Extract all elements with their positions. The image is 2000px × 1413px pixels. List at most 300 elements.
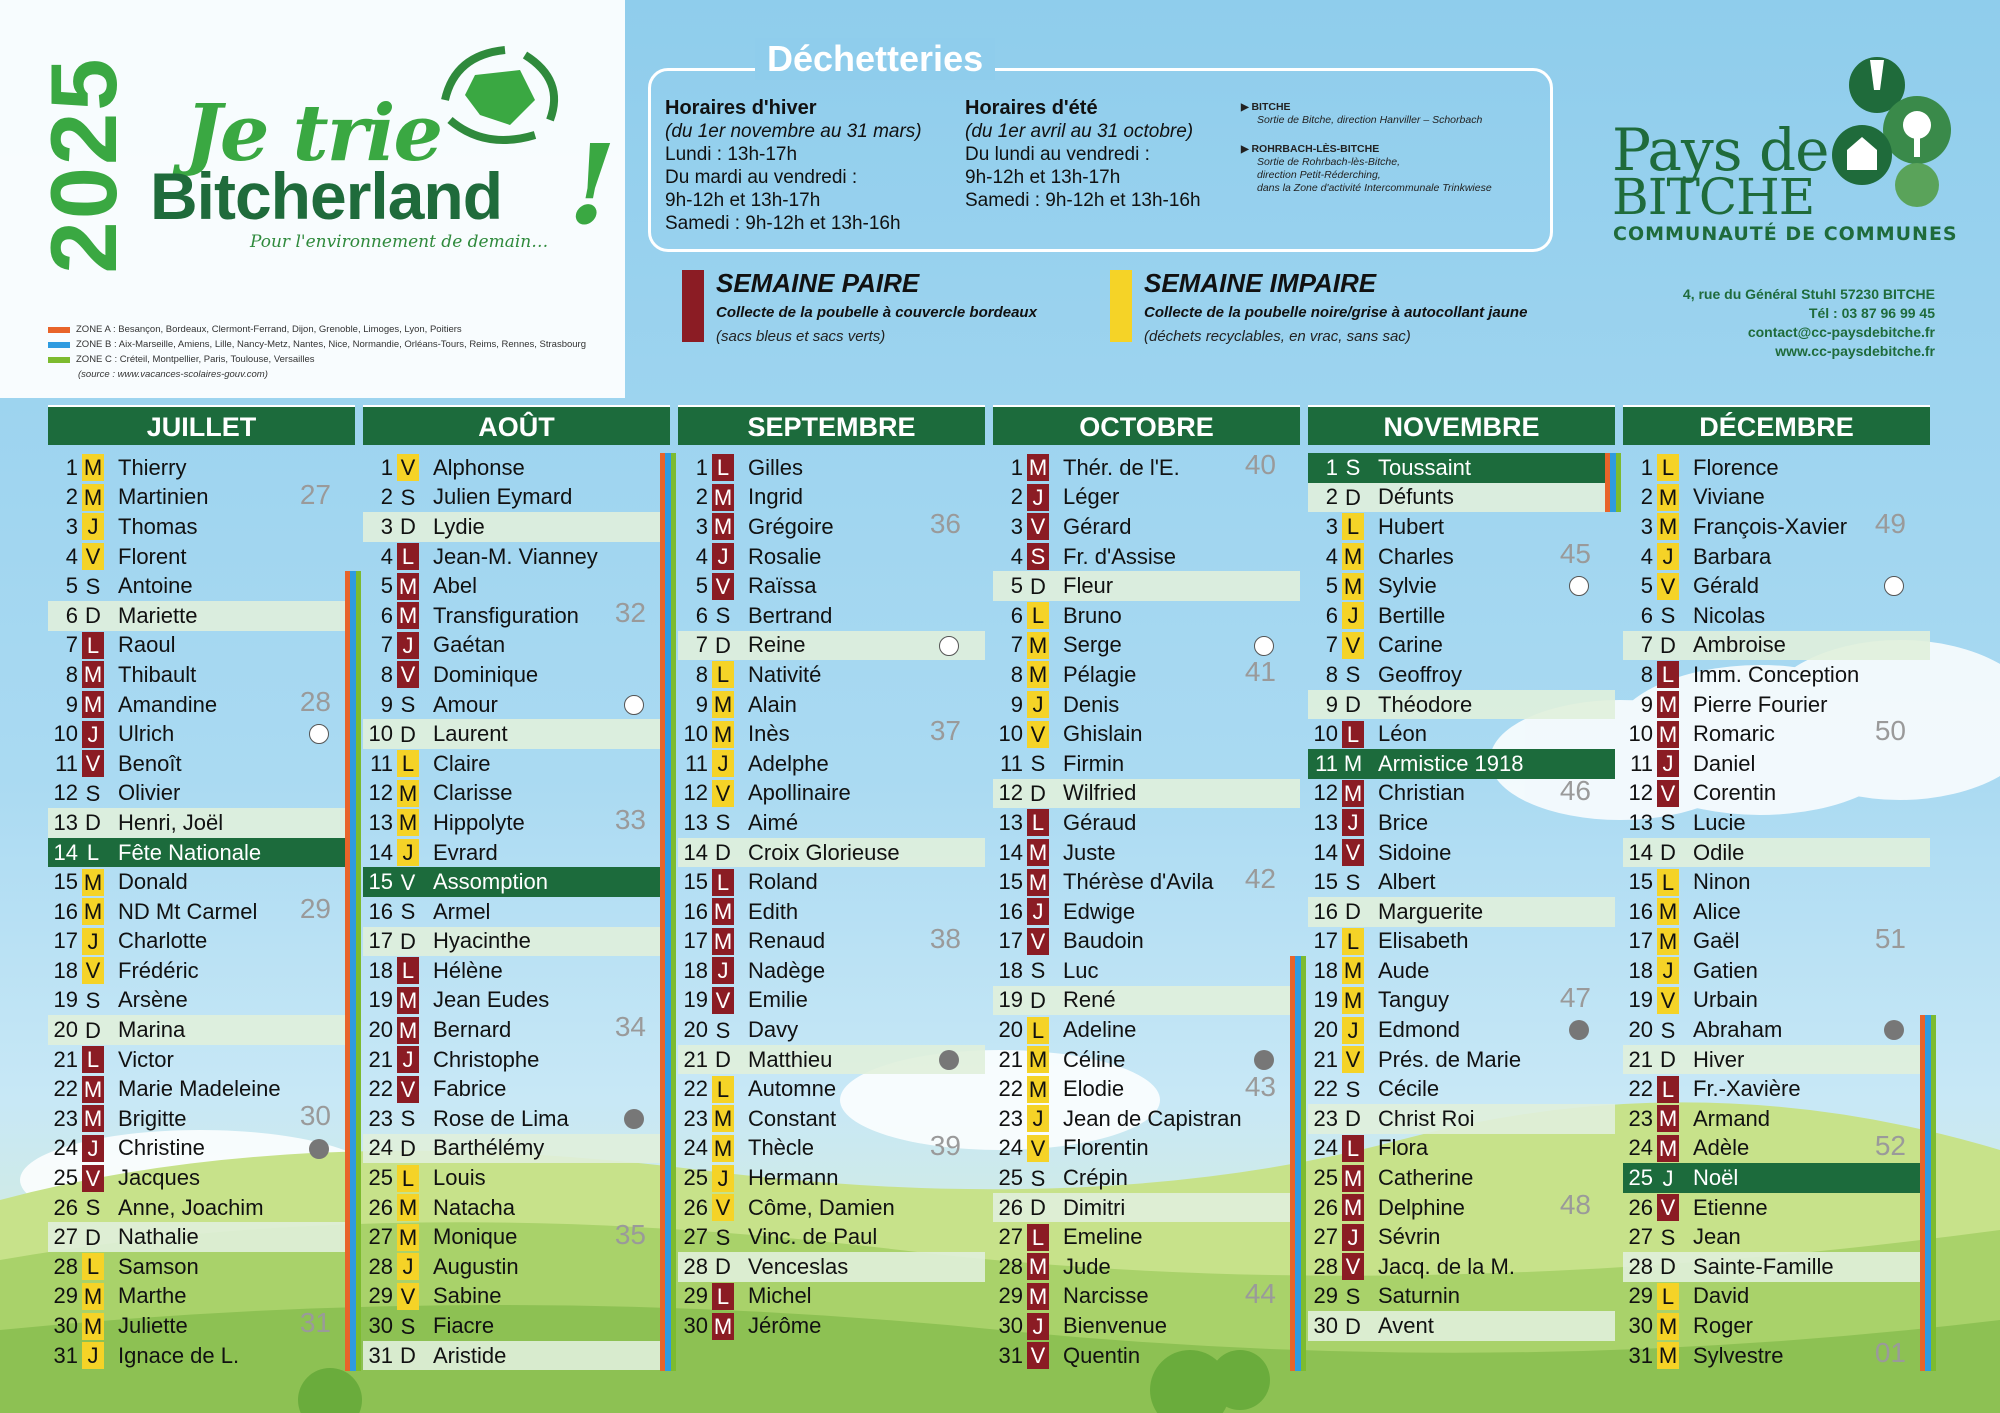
day-number: 15 (53, 869, 78, 895)
day-number: 20 (1628, 1017, 1653, 1043)
saint-name: Ingrid (748, 484, 804, 510)
day-row (1623, 601, 1930, 631)
saint-name: Gérard (1063, 513, 1132, 539)
weekday-letter: M (713, 721, 733, 747)
day-row (1623, 542, 1930, 572)
day-row (1623, 453, 1930, 483)
weekday-letter: V (397, 1076, 419, 1103)
saint-name: Adelphe (748, 750, 829, 776)
saint-name: Jean-M. Vianney (433, 543, 598, 569)
weekday-letter: D (1660, 840, 1676, 866)
saint-name: Sainte-Famille (1693, 1253, 1834, 1279)
saint-name: Julien Eymard (433, 484, 573, 510)
saint-name: Flora (1378, 1135, 1429, 1161)
weekday-letter: D (1345, 1313, 1361, 1339)
weekday-letter: V (1342, 1046, 1364, 1073)
weekday-letter: V (1657, 780, 1679, 807)
weekday-letter: S (1660, 810, 1676, 836)
zone-a-swatch (48, 327, 70, 333)
day-number: 1 (695, 454, 708, 480)
day-number: 10 (368, 721, 393, 747)
saint-name: Nativité (748, 661, 822, 687)
weekday-letter: V (400, 869, 416, 895)
day-number: 10 (683, 721, 708, 747)
weekday-letter: D (1660, 1047, 1676, 1073)
semaine-impaire-note: (déchets recyclables, en vrac, sans sac) (1144, 328, 1411, 345)
day-number: 11 (1630, 750, 1653, 776)
day-row (678, 986, 985, 1016)
day-number: 5 (1010, 573, 1023, 599)
day-number: 30 (1313, 1313, 1338, 1339)
weekday-letter: L (1342, 1135, 1364, 1162)
day-row (993, 1311, 1300, 1341)
weekday-letter: J (1027, 1105, 1049, 1132)
day-row (1623, 660, 1930, 690)
zones-source: (source : www.vacances-scolaires-gouv.com) (78, 369, 268, 380)
day-row (1308, 1045, 1615, 1075)
weekday-letter: J (712, 957, 734, 984)
weekday-letter: D (400, 1343, 416, 1369)
saint-name: Victor (118, 1046, 174, 1072)
saint-name: Firmin (1063, 750, 1125, 776)
weekday-letter: D (1030, 1195, 1046, 1221)
month-days (678, 453, 985, 1341)
day-number: 12 (683, 780, 708, 806)
saint-name: Bernard (433, 1017, 512, 1043)
saint-name: Corentin (1693, 780, 1777, 806)
day-number: 11 (55, 750, 78, 776)
month-header: SEPTEMBRE (678, 405, 985, 445)
day-row (48, 1163, 355, 1193)
weekday-letter: L (86, 840, 100, 866)
saint-name: Charles (1378, 543, 1454, 569)
saint-name: Adèle (1693, 1135, 1750, 1161)
day-number: 19 (1628, 987, 1653, 1013)
weekday-letter: J (1662, 1165, 1674, 1191)
site-rohrbach-desc: direction Petit-Réderching, (1257, 169, 1381, 181)
day-number: 2 (1325, 484, 1338, 510)
week-number: 40 (1244, 449, 1276, 480)
saint-name: Abel (433, 573, 478, 599)
day-number: 7 (1325, 632, 1338, 658)
week-number: 31 (299, 1307, 331, 1339)
day-number: 17 (53, 928, 78, 954)
semaine-impaire-title: SEMAINE IMPAIRE (1144, 268, 1377, 298)
weekday-letter: J (1657, 750, 1679, 777)
saint-name: Laurent (433, 721, 508, 747)
day-row (1623, 838, 1930, 868)
week-number: 39 (929, 1129, 961, 1161)
day-row (363, 542, 670, 572)
day-number: 1 (1010, 454, 1023, 480)
saint-name: Armel (433, 898, 491, 924)
day-row (1308, 660, 1615, 690)
semaine-paire-title: SEMAINE PAIRE (716, 268, 920, 298)
weekday-letter: L (82, 1253, 104, 1280)
day-row (363, 749, 670, 779)
weekday-letter: D (85, 810, 101, 836)
weekday-letter: S (400, 692, 416, 718)
weekday-letter: L (1657, 869, 1679, 896)
saint-name: Fiacre (433, 1313, 495, 1339)
weekday-letter: M (398, 810, 418, 836)
contact-website[interactable]: www.cc-paysdebitche.fr (1775, 343, 1935, 359)
weekday-letter: M (713, 514, 733, 540)
saint-name: ND Mt Carmel (118, 898, 258, 924)
weekday-letter: J (1657, 957, 1679, 984)
day-number: 12 (1628, 780, 1653, 806)
weekday-letter: M (1658, 1135, 1678, 1161)
day-number: 11 (1000, 750, 1023, 776)
week-number: 01 (1874, 1337, 1906, 1368)
semaine-paire-note: (sacs bleus et sacs verts) (716, 328, 886, 345)
saint-name: Léger (1063, 484, 1120, 510)
holiday-zone-stripe (1616, 453, 1621, 512)
saint-name: Fr.-Xavière (1693, 1076, 1801, 1102)
day-number: 9 (1010, 691, 1023, 717)
saint-name: Evrard (433, 839, 498, 865)
weekday-letter: M (1658, 514, 1678, 540)
day-row (993, 1163, 1300, 1193)
day-row (48, 1222, 355, 1252)
saint-name: Claire (433, 750, 491, 776)
weekday-letter: M (1028, 1254, 1048, 1280)
day-row (48, 956, 355, 986)
saint-name: Etienne (1693, 1194, 1768, 1220)
day-row (1308, 631, 1615, 661)
horaires-hiver (665, 97, 922, 235)
saint-name: Thècle (748, 1135, 815, 1161)
saint-name: Hippolyte (433, 809, 525, 835)
day-number: 28 (1628, 1253, 1653, 1279)
weekday-letter: D (400, 514, 416, 540)
weekday-letter: D (1345, 899, 1361, 925)
saint-name: Abraham (1693, 1017, 1783, 1043)
day-row (1308, 690, 1615, 720)
day-row (1308, 483, 1615, 513)
saint-name: Florentin (1063, 1135, 1149, 1161)
weekday-letter: V (1657, 1194, 1679, 1221)
weekday-letter: M (1343, 987, 1363, 1013)
weekday-letter: V (1342, 1253, 1364, 1280)
day-number: 12 (998, 780, 1023, 806)
month-days (363, 453, 670, 1370)
day-number: 14 (683, 839, 708, 865)
saint-name: Anne, Joachim (118, 1194, 264, 1220)
weekday-letter: D (1030, 987, 1046, 1013)
logo-tagline: Pour l'environnement de demain… (250, 232, 549, 252)
school-holiday-bar (660, 453, 676, 1371)
day-number: 10 (998, 721, 1023, 747)
saint-name: Sévrin (1378, 1224, 1441, 1250)
day-number: 23 (1313, 1105, 1338, 1131)
saint-name: Raoul (118, 632, 176, 658)
saint-name: Rosalie (748, 543, 822, 569)
weekday-letter: S (400, 484, 416, 510)
day-row (363, 1311, 670, 1341)
weekday-letter: M (83, 484, 103, 510)
saint-name: Emeline (1063, 1224, 1143, 1250)
day-row (1623, 1163, 1930, 1193)
day-row (993, 749, 1300, 779)
saint-name: Assomption (433, 869, 548, 895)
weekday-letter: M (713, 692, 733, 718)
day-row (993, 897, 1300, 927)
zone-b-label: ZONE B : Aix-Marseille, Amiens, Lille, Nancy-Metz, Nantes, Nice, Normandie, Orléans-Tours, Reims, Rennes, Strasbourg (76, 339, 587, 350)
day-number: 6 (1325, 602, 1338, 628)
day-number: 30 (998, 1313, 1023, 1339)
day-number: 31 (998, 1342, 1023, 1368)
weekday-letter: V (712, 1194, 734, 1221)
saint-name: Catherine (1378, 1165, 1474, 1191)
saint-name: Lydie (433, 513, 485, 539)
weekday-letter: S (1345, 1283, 1361, 1309)
day-row (363, 453, 670, 483)
weekday-letter: L (82, 1046, 104, 1073)
day-number: 30 (1628, 1313, 1653, 1339)
saint-name: Pélagie (1063, 661, 1137, 687)
day-number: 26 (53, 1194, 78, 1220)
day-row (678, 1193, 985, 1223)
day-number: 18 (1313, 957, 1338, 983)
saint-name: Clarisse (433, 780, 513, 806)
logo-bitcherland: Bitcherland (150, 159, 503, 233)
weekday-letter: J (1342, 1017, 1364, 1044)
day-number: 30 (53, 1313, 78, 1339)
saint-name: Avent (1378, 1313, 1434, 1339)
weekday-letter: J (712, 543, 734, 570)
saint-name: Roland (748, 869, 818, 895)
weekday-letter: J (82, 928, 104, 955)
day-number: 27 (368, 1224, 393, 1250)
contact-block (1683, 285, 1935, 361)
weekday-letter: D (1345, 484, 1361, 510)
month-days (1623, 453, 1930, 1370)
day-row (363, 1074, 670, 1104)
day-row (1308, 1074, 1615, 1104)
saint-name: Gatien (1693, 957, 1758, 983)
weekday-letter: M (1658, 484, 1678, 510)
day-number: 2 (1010, 484, 1023, 510)
day-number: 29 (1313, 1283, 1338, 1309)
saint-name: Roger (1693, 1313, 1753, 1339)
saint-name: Henri, Joël (118, 809, 224, 835)
day-number: 2 (695, 484, 708, 510)
holiday-zone-stripe (1931, 1015, 1936, 1370)
dechetteries-title: Déchetteries (755, 38, 995, 80)
weekday-letter: S (400, 1106, 416, 1132)
saint-name: Imm. Conception (1693, 661, 1860, 687)
ete-line: 9h-12h et 13h-17h (965, 167, 1121, 188)
saint-name: Défunts (1378, 484, 1454, 510)
day-row (1623, 1045, 1930, 1075)
day-number: 15 (1628, 869, 1653, 895)
saint-name: Nicolas (1693, 602, 1766, 628)
month-header: JUILLET (48, 405, 355, 445)
day-row (993, 1015, 1300, 1045)
week-number: 38 (929, 922, 961, 954)
zone-a (48, 322, 586, 337)
weekday-letter: S (715, 1017, 731, 1043)
hiver-line: Du mardi au vendredi : (665, 167, 858, 188)
saint-name: Odile (1693, 839, 1745, 865)
day-row (1308, 601, 1615, 631)
saint-name: Christine (118, 1135, 205, 1161)
day-number: 16 (1313, 898, 1338, 924)
saint-name: Crépin (1063, 1165, 1128, 1191)
saint-name: Aristide (433, 1342, 507, 1368)
saint-name: Thér. de l'E. (1063, 454, 1180, 480)
day-row (678, 956, 985, 986)
saint-name: Luc (1063, 957, 1099, 983)
day-number: 9 (380, 691, 393, 717)
day-row (48, 1252, 355, 1282)
day-number: 28 (683, 1253, 708, 1279)
weekday-letter: L (397, 1165, 419, 1192)
weekday-letter: S (1345, 869, 1361, 895)
week-number: 35 (614, 1218, 646, 1250)
weekday-letter: D (85, 1224, 101, 1250)
weekday-letter: S (1345, 1076, 1361, 1102)
week-number: 28 (299, 685, 331, 717)
saint-name: Elodie (1063, 1076, 1125, 1102)
weekday-letter: L (1657, 661, 1679, 688)
day-number: 16 (998, 898, 1023, 924)
day-number: 5 (1640, 573, 1653, 599)
hiver-period: (du 1er novembre au 31 mars) (665, 121, 922, 142)
saint-name: Pierre Fourier (1693, 691, 1828, 717)
holiday-zone-stripe (1301, 956, 1306, 1370)
weekday-letter: S (1027, 543, 1049, 570)
saint-name: Sylvie (1378, 573, 1437, 599)
day-number: 29 (683, 1283, 708, 1309)
day-row (1623, 779, 1930, 809)
saint-name: Vinc. de Paul (748, 1224, 878, 1250)
saint-name: Antoine (118, 573, 193, 599)
saint-name: Benoît (118, 750, 182, 776)
saint-name: Ambroise (1693, 632, 1786, 658)
weekday-letter: J (1342, 809, 1364, 836)
site-bitche-name: ▶ BITCHE (1241, 101, 1492, 114)
day-number: 8 (1325, 661, 1338, 687)
day-number: 11 (370, 750, 393, 776)
day-number: 13 (53, 809, 78, 835)
weekday-letter: L (712, 869, 734, 896)
weekday-letter: M (1343, 573, 1363, 599)
day-number: 22 (368, 1076, 393, 1102)
saint-name: Nathalie (118, 1224, 199, 1250)
weekday-letter: S (1030, 958, 1046, 984)
day-row (1623, 1193, 1930, 1223)
contact-email[interactable]: contact@cc-paysdebitche.fr (1747, 324, 1935, 340)
day-number: 23 (998, 1105, 1023, 1131)
logo-je-trie: Je trie (185, 88, 442, 179)
weekday-letter: V (712, 780, 734, 807)
saint-name: Florent (118, 543, 187, 569)
weekday-letter: M (83, 1106, 103, 1132)
day-number: 22 (683, 1076, 708, 1102)
day-number: 18 (1628, 957, 1653, 983)
weekday-letter: L (712, 454, 734, 481)
weekday-letter: L (1342, 928, 1364, 955)
saint-name: Hermann (748, 1165, 839, 1191)
day-number: 28 (998, 1253, 1023, 1279)
day-number: 24 (53, 1135, 78, 1161)
day-number: 22 (1628, 1076, 1653, 1102)
day-row (1308, 867, 1615, 897)
saint-name: Sidoine (1378, 839, 1452, 865)
weekday-letter: J (1027, 898, 1049, 925)
saint-name: Gilles (748, 454, 804, 480)
weekday-letter: L (397, 957, 419, 984)
day-row (678, 838, 985, 868)
day-number: 26 (1313, 1194, 1338, 1220)
weekday-letter: D (1660, 1254, 1676, 1280)
day-row (48, 986, 355, 1016)
weekday-letter: J (712, 1165, 734, 1192)
day-number: 12 (1313, 780, 1338, 806)
day-number: 4 (65, 543, 78, 569)
day-number: 13 (683, 809, 708, 835)
week-number: 48 (1559, 1189, 1591, 1220)
pays-de-label: Pays de (1612, 116, 1829, 184)
day-row (678, 1222, 985, 1252)
day-number: 20 (53, 1017, 78, 1043)
weekday-letter: J (82, 513, 104, 540)
day-number: 31 (368, 1342, 393, 1368)
day-row (993, 571, 1300, 601)
day-number: 30 (368, 1313, 393, 1339)
saint-name: Christ Roi (1378, 1105, 1475, 1131)
month-days (48, 453, 355, 1370)
day-row (678, 1282, 985, 1312)
weekday-letter: M (1028, 455, 1048, 481)
day-row (363, 838, 670, 868)
month-days (993, 449, 1300, 1370)
day-row (363, 719, 670, 749)
saint-name: Frédéric (118, 957, 199, 983)
day-number: 24 (1628, 1135, 1653, 1161)
saint-name: Théodore (1378, 691, 1473, 717)
weekday-letter: M (1028, 840, 1048, 866)
day-number: 1 (1325, 454, 1338, 480)
saint-name: Michel (748, 1283, 812, 1309)
saint-name: Elisabeth (1378, 928, 1469, 954)
day-row (1623, 631, 1930, 661)
day-number: 25 (1313, 1165, 1338, 1191)
day-number: 23 (53, 1105, 78, 1131)
weekday-letter: M (398, 987, 418, 1013)
day-row (48, 1193, 355, 1223)
saint-name: Barthélémy (433, 1135, 545, 1161)
saint-name: Jean de Capistran (1063, 1105, 1242, 1131)
weekday-letter: M (83, 1076, 103, 1102)
saint-name: Hiver (1693, 1046, 1745, 1072)
day-number: 29 (368, 1283, 393, 1309)
day-number: 14 (998, 839, 1023, 865)
day-row (48, 927, 355, 957)
weekday-letter: M (398, 1195, 418, 1221)
week-number: 46 (1559, 774, 1591, 806)
weekday-letter: D (715, 632, 731, 658)
weekday-letter: D (85, 603, 101, 629)
day-row (993, 512, 1300, 542)
weekday-letter: M (1343, 1165, 1363, 1191)
day-number: 25 (53, 1165, 78, 1191)
week-number: 43 (1244, 1070, 1276, 1102)
day-row (993, 1104, 1300, 1134)
day-number: 13 (1313, 809, 1338, 835)
